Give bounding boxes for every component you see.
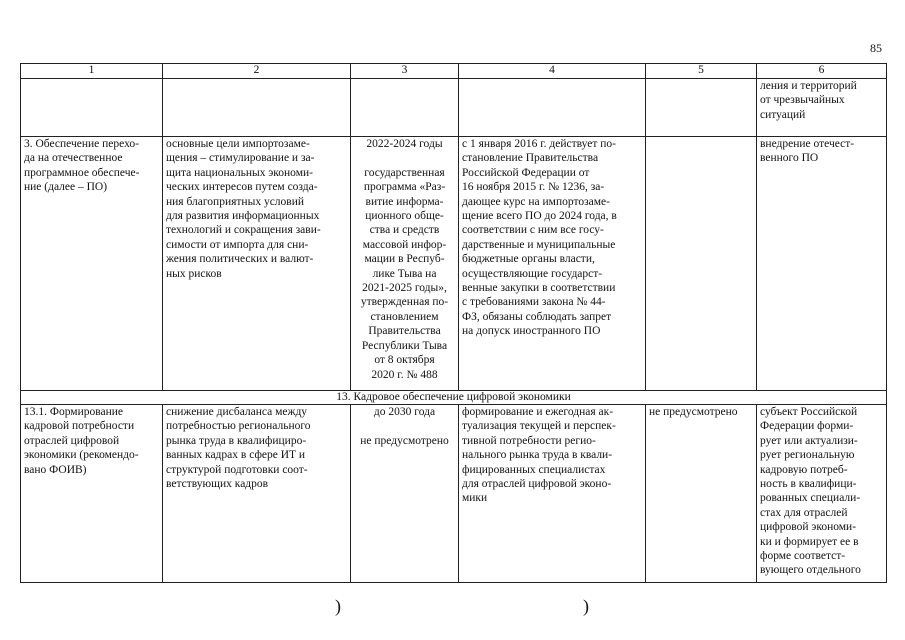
column-number: 3 (351, 64, 459, 79)
table-row (21, 79, 887, 137)
measures-table (20, 63, 887, 583)
table-cell (21, 79, 163, 137)
column-number: 5 (646, 64, 757, 79)
period-cell: 2022-2024 годы государственная программа «Раз- витие информа- ционного обще- ства и средств массовой инфор- мации в Респуб- лике Тыва на 2021-2025 годы», утвержденная по- становлением Правительства Республики Тыва от 8 октября 2020 г. № 488 (351, 137, 459, 391)
table-cell (351, 79, 459, 137)
column-number: 1 (21, 64, 163, 79)
page-number: 85 (870, 41, 882, 55)
measure-name-cell: 3. Обеспечение перехо- да на отечественное программное обеспече- ние (далее – ПО) (21, 137, 163, 391)
footer-mark: ) (335, 596, 341, 616)
column-number-row (21, 64, 887, 79)
goal-cell: снижение дисбаланса между потребностью регионального рынка труда в квалифициро- ванных кадрах в сфере ИТ и структурой подготовки соот- ветствующих кадров (163, 405, 351, 583)
description-cell: формирование и ежегодная ак- туализация текущей и перспек- тивной потребности регио- нального рынка труда в квали- фицированных специалистах для отраслей цифровой эконо- мики (459, 405, 646, 583)
description-cell: с 1 января 2016 г. действует по- становление Правительства Российской Федерации от 16 ноября 2015 г. № 1236, за- дающее курс на импортозаме- щение всего ПО до 2024 года, в соответствии с ним все госу- дарственные и муниципальные бюджетные органы власти, осуществляющие государст- венные закупки в соответствии с требованиями закона № 44- ФЗ, обязаны соблюдать запрет на допуск иностранного ПО (459, 137, 646, 391)
table-cell: ления и территорий от чрезвычайных ситуаций (757, 79, 887, 137)
table-cell (646, 137, 757, 391)
section-title: 13. Кадровое обеспечение цифровой экономики (21, 391, 887, 405)
result-cell: внедрение отечест- венного ПО (757, 137, 887, 391)
table-cell (459, 79, 646, 137)
funding-cell: не предусмотрено (646, 405, 757, 583)
result-cell: субъект Российской Федерации форми- рует или актуализи- рует региональную кадровую потреб- ность в квалифици- рованных специали- стах для отраслей цифровой экономи- ки и формирует ее в форме соответст- вующего отдельного (757, 405, 887, 583)
column-number: 4 (459, 64, 646, 79)
column-number: 2 (163, 64, 351, 79)
footer-mark: ) (583, 596, 589, 616)
table-cell (646, 79, 757, 137)
section-row (21, 391, 887, 405)
table-row (21, 137, 887, 391)
table-row (21, 405, 887, 583)
period-cell: до 2030 года не предусмотрено (351, 405, 459, 583)
table-cell (163, 79, 351, 137)
measure-name-cell: 13.1. Формирование кадровой потребности отраслей цифровой экономики (рекомендо- вано ФОИВ) (21, 405, 163, 583)
column-number: 6 (757, 64, 887, 79)
goal-cell: основные цели импортозаме- щения – стимулирование и за- щита национальных экономи- ческих интересов путем созда- ния благоприятных условий для развития информационных технологий и сокращения зави- симости от импорта для сни- жения политических и валют- ных рисков (163, 137, 351, 391)
